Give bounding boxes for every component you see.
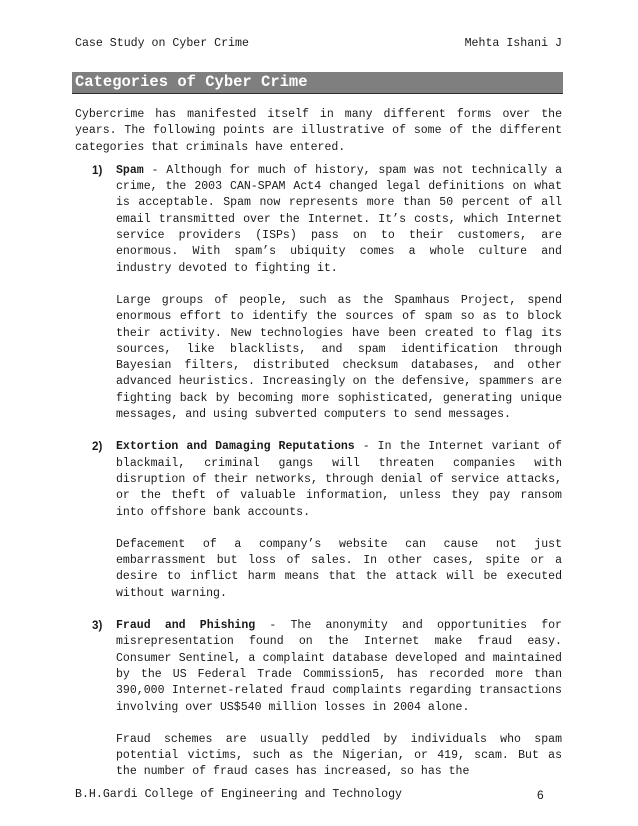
item-paragraph-2: Fraud schemes are usually peddled by individuals who spam potential victims, such as the Nigerian, or 419, scam. But as the number of fraud cases has increased, so has the [116, 732, 562, 779]
body-text [75, 107, 562, 789]
item-paragraph [116, 163, 562, 277]
list-item-spam [75, 163, 562, 423]
item-number: 2) [92, 440, 103, 454]
item-text: - The anonymity and opportunities for misrepresentation found on the Internet make fraud easy. Consumer Sentinel, a complaint database developed and maintained by the US Federal Trade Commission5, has recorded more than 390,000 Internet-related fraud complaints regarding transactions involving over US$540 million losses in 2004 alone. [116, 619, 562, 714]
item-lead: Spam [116, 163, 144, 177]
intro-paragraph: Cybercrime has manifested itself in many different forms over the years. The following points are illustrative of some of the different categories that criminals have entered. [75, 108, 562, 154]
item-paragraph [116, 618, 562, 716]
footer-college: B.H.Gardi College of Engineering and Technology [75, 788, 402, 801]
item-paragraph-2: Defacement of a company’s website can cause not just embarrassment but loss of sales. In other cases, spite or a desire to inflict harm means that the attack will be executed without warning. [116, 537, 562, 600]
item-text: - Although for much of history, spam was not technically a crime, the 2003 CAN-SPAM Act4 changed legal definitions on what is acceptable. Spam now represents more than 50 percent of all email transmitted over the Internet. It’s costs, which Internet service providers (ISPs) pass on to their customers, are enormous. With spam’s ubiquity comes a whole culture and industry devoted to fighting it. [116, 163, 562, 275]
item-lead: Extortion and Damaging Reputations [116, 440, 355, 454]
list-item-extortion [75, 439, 562, 602]
page-number: 6 [537, 788, 544, 802]
header-author: Mehta Ishani J [464, 37, 562, 50]
item-text: - In the Internet variant of blackmail, criminal gangs will threaten companies with disruption of their networks, through denial of service attacks, or the theft of valuable information, unless they pay ransom into offshore bank accounts. [116, 440, 562, 519]
item-paragraph [116, 439, 562, 520]
section-title: Categories of Cyber Crime [75, 73, 308, 91]
item-number: 3) [92, 619, 103, 633]
item-number: 1) [92, 163, 103, 177]
item-lead: Fraud and Phishing [116, 619, 256, 633]
section-heading-bar [72, 72, 563, 94]
item-paragraph-2: Large groups of people, such as the Spamhaus Project, spend enormous effort to identify the sources of spam so as to block their activity. New technologies have been created to flag its sources, like blacklists, and spam identification through Bayesian filters, distributed checksum databases, and other advanced heuristics. Increasingly on the defensive, spammers are fighting back by becoming more sophisticated, generating unique messages, and using subverted computers to send messages. [116, 293, 562, 422]
list-item-fraud [75, 618, 562, 781]
header-title: Case Study on Cyber Crime [75, 37, 249, 50]
